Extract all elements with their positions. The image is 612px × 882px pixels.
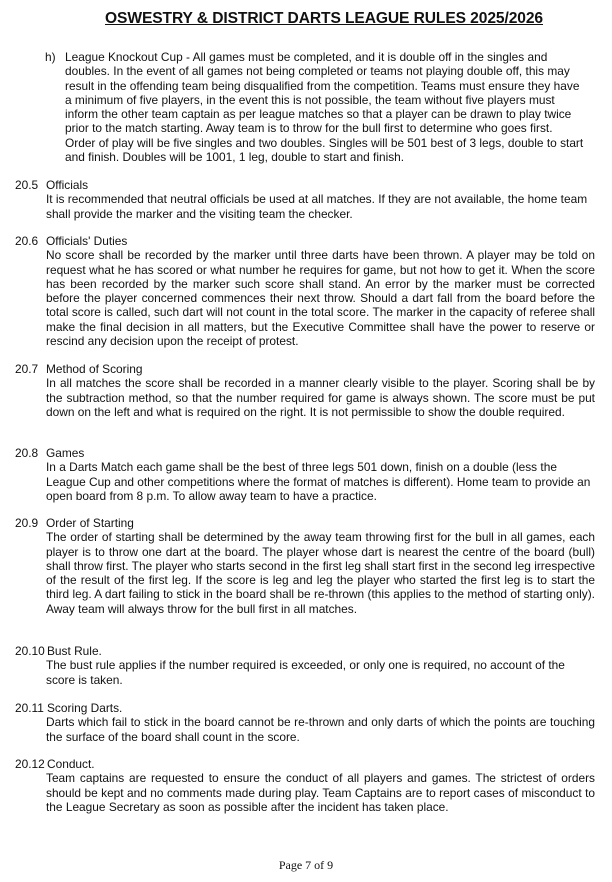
- section-number: 20.12: [15, 757, 45, 771]
- section-body: In all matches the score shall be recorded in a manner clearly visible to the player. Scoring shall be by the subtraction method, so that the number required for game is always shown. The score must be put down on the left and what is required on the right. It is not permissible to show the double required.: [46, 376, 595, 419]
- section-body: Team captains are requested to ensure the conduct of all players and games. The strictest of orders should be kept and no comments made during play. Team Captains are to report cases of misconduct to the League Secretary as soon as possible after the incident has taken place.: [46, 771, 595, 814]
- section-heading: Officials: [46, 178, 89, 192]
- rule-item-h: [45, 50, 585, 164]
- section-20-9: [15, 516, 595, 616]
- section-heading: Scoring Darts.: [47, 701, 123, 715]
- section-20-12: [15, 757, 595, 814]
- item-label: h): [45, 50, 56, 64]
- section-body: No score shall be recorded by the marker until three darts have been thrown. A player may be told on request what he has scored or what number he requires for game, but not how to get it. When the score has been recorded by the marker such score shall stand. An error by the marker must be corrected before the player concerned commences their next throw. Should a dart fall from the board before the total score is called, such dart will not count in the total score. The marker in the capacity of referee shall make the final decision in all matters, but the Executive Committee shall have the power to reserve or rescind any decision upon the receipt of protest.: [46, 248, 595, 349]
- section-body: Darts which fail to stick in the board cannot be re-thrown and only darts of which the points are touching the surface of the board shall count in the score.: [46, 715, 595, 744]
- section-body: In a Darts Match each game shall be the best of three legs 501 down, finish on a double (less the League Cup and other competitions where the format of matches is different). Home team to provide an open board from 8 p.m. To allow away team to have a practice.: [46, 460, 591, 503]
- section-20-8: [15, 446, 595, 503]
- section-number: 20.7: [15, 362, 39, 376]
- section-20-7: [15, 362, 595, 419]
- section-20-5: [15, 178, 595, 221]
- section-number: 20.6: [15, 234, 39, 248]
- section-heading: Officials' Duties: [46, 234, 128, 248]
- section-number: 20.5: [15, 178, 39, 192]
- section-number: 20.8: [15, 446, 39, 460]
- section-body: The order of starting shall be determined by the away team throwing first for the bull in all games, each player is to throw one dart at the board. The player whose dart is nearest the centre of the board (bull) shall throw first. The player who starts second in the first leg shall start first in the second leg irrespective of the result of the first leg. If the score is leg and leg the player who started the first leg is to start the third leg. A dart failing to stick in the board shall be re-thrown (this applies to the method of starting only). Away team will always throw for the bull first in all matches.: [46, 530, 595, 616]
- section-heading: Bust Rule.: [47, 644, 102, 658]
- section-body: The bust rule applies if the number required is exceeded, or only one is required, no account of the score is taken.: [46, 658, 565, 687]
- section-number: 20.10: [15, 644, 45, 658]
- section-20-6: [15, 234, 595, 348]
- item-text: League Knockout Cup - All games must be completed, and it is double off in the singles and doubles. In the event of all games not being completed or teams not playing double off, this may result in the offending team being disqualified from the competition. Teams must ensure they have a minimum of five players, in the event this is not possible, the team without five players must inform the other team captain as per league matches so that a player can be drawn to play twice prior to the match starting. Away team is to throw for the bull first to determine who goes first. Order of play will be five singles and two doubles. Singles will be 501 best of 3 legs, double to start and finish. Doubles will be 1001, 1 leg, double to start and finish.: [65, 50, 584, 165]
- section-heading: Games: [46, 446, 85, 460]
- section-heading: Conduct.: [47, 757, 95, 771]
- section-20-10: [15, 644, 595, 687]
- section-heading: Method of Scoring: [46, 362, 143, 376]
- page-number: Page 7 of 9: [278, 858, 334, 872]
- document-title: OSWESTRY & DISTRICT DARTS LEAGUE RULES 2025/2026: [105, 10, 543, 27]
- section-number: 20.11: [15, 701, 44, 715]
- section-heading: Order of Starting: [46, 516, 134, 530]
- section-body: It is recommended that neutral officials be used at all matches. If they are not available, the home team shall provide the marker and the visiting team the checker.: [46, 192, 588, 221]
- section-number: 20.9: [15, 516, 39, 530]
- section-20-11: [15, 701, 595, 744]
